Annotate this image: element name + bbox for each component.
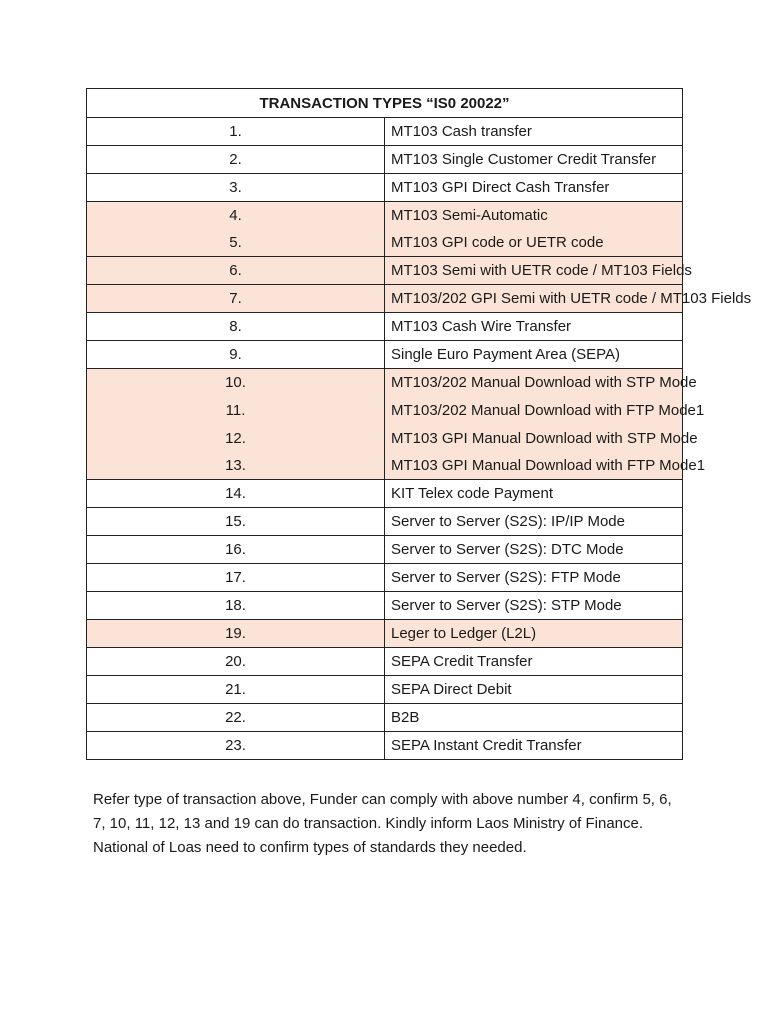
table-row-highlighted — [87, 285, 683, 313]
table-row-highlighted — [87, 369, 683, 397]
row-description: MT103 Cash transfer — [385, 118, 683, 146]
table-row — [87, 118, 683, 146]
row-number: 1. — [87, 118, 385, 146]
table-row — [87, 480, 683, 508]
row-number: 15. — [87, 508, 385, 536]
row-number: 23. — [87, 732, 385, 760]
row-description: B2B — [385, 704, 683, 732]
table-row-highlighted — [87, 397, 683, 425]
row-number: 20. — [87, 648, 385, 676]
row-number: 18. — [87, 592, 385, 620]
row-number: 19. — [87, 620, 385, 648]
table-row — [87, 313, 683, 341]
row-description: MT103 GPI code or UETR code — [385, 229, 683, 257]
row-description: KIT Telex code Payment — [385, 480, 683, 508]
row-description: Single Euro Payment Area (SEPA) — [385, 341, 683, 369]
row-description: SEPA Credit Transfer — [385, 648, 683, 676]
row-number: 4. — [87, 202, 385, 230]
row-description: MT103/202 Manual Download with FTP Mode1 — [385, 397, 683, 425]
table-row — [87, 732, 683, 760]
table-row — [87, 146, 683, 174]
row-description: Server to Server (S2S): STP Mode — [385, 592, 683, 620]
table-row — [87, 676, 683, 704]
table-row — [87, 508, 683, 536]
row-description: MT103 GPI Direct Cash Transfer — [385, 174, 683, 202]
row-number: 8. — [87, 313, 385, 341]
row-description: MT103/202 Manual Download with STP Mode — [385, 369, 683, 397]
table-header: TRANSACTION TYPES “IS0 20022” — [87, 89, 683, 118]
row-number: 9. — [87, 341, 385, 369]
table-header-row — [87, 89, 683, 118]
row-number: 12. — [87, 424, 385, 452]
row-description: MT103 GPI Manual Download with STP Mode — [385, 424, 683, 452]
table-row — [87, 341, 683, 369]
row-description: Server to Server (S2S): DTC Mode — [385, 536, 683, 564]
row-description: MT103 GPI Manual Download with FTP Mode1 — [385, 452, 683, 480]
row-number: 22. — [87, 704, 385, 732]
table-row-highlighted — [87, 202, 683, 230]
table-row-highlighted — [87, 452, 683, 480]
row-number: 7. — [87, 285, 385, 313]
row-number: 10. — [87, 369, 385, 397]
table-row — [87, 536, 683, 564]
table-row-highlighted — [87, 257, 683, 285]
table-row — [87, 174, 683, 202]
row-number: 14. — [87, 480, 385, 508]
row-number: 17. — [87, 564, 385, 592]
row-number: 16. — [87, 536, 385, 564]
row-number: 5. — [87, 229, 385, 257]
transaction-types-table — [86, 88, 752, 760]
row-number: 3. — [87, 174, 385, 202]
row-number: 6. — [87, 257, 385, 285]
row-description: Server to Server (S2S): FTP Mode — [385, 564, 683, 592]
row-description: MT103 Cash Wire Transfer — [385, 313, 683, 341]
row-description: SEPA Direct Debit — [385, 676, 683, 704]
row-description: Leger to Ledger (L2L) — [385, 620, 683, 648]
row-description: MT103/202 GPI Semi with UETR code / MT103 Fields — [385, 285, 683, 313]
note-paragraph: Refer type of transaction above, Funder can comply with above number 4, confirm 5, 6, 7, 10, 11, 12, 13 and 19 can do transaction. Kindly inform Laos Ministry of Finance. National of Loas need to confirm types of standards they needed. — [93, 791, 672, 856]
row-description: MT103 Semi with UETR code / MT103 Fields — [385, 257, 683, 285]
table-row-highlighted — [87, 424, 683, 452]
table-row — [87, 704, 683, 732]
row-number: 21. — [87, 676, 385, 704]
table-row — [87, 592, 683, 620]
row-number: 11. — [87, 397, 385, 425]
row-description: SEPA Instant Credit Transfer — [385, 732, 683, 760]
table-row-highlighted — [87, 229, 683, 257]
row-description: MT103 Single Customer Credit Transfer — [385, 146, 683, 174]
table-row-highlighted — [87, 620, 683, 648]
row-number: 13. — [87, 452, 385, 480]
row-description: MT103 Semi-Automatic — [385, 202, 683, 230]
table-row — [87, 564, 683, 592]
row-description: Server to Server (S2S): IP/IP Mode — [385, 508, 683, 536]
table-row — [87, 648, 683, 676]
row-number: 2. — [87, 146, 385, 174]
